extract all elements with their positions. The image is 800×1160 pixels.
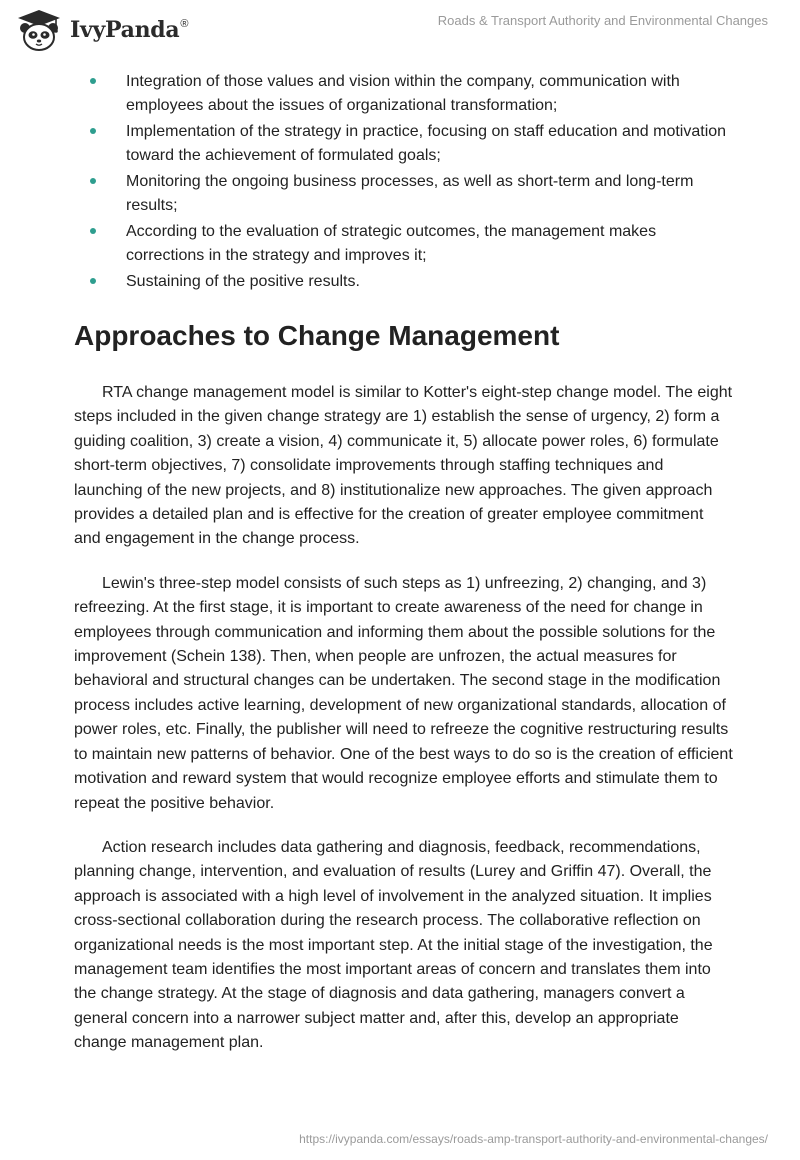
list-item-text: Integration of those values and vision within the company, communication with employees about the issues of organizational transformation; bbox=[126, 73, 680, 114]
list-item bbox=[74, 120, 734, 168]
list-item bbox=[74, 70, 734, 118]
list-item-text: Sustaining of the positive results. bbox=[126, 273, 360, 290]
list-item bbox=[74, 170, 734, 218]
page-header bbox=[0, 0, 800, 60]
bullet-dot-icon bbox=[90, 278, 96, 284]
bullet-dot-icon bbox=[90, 78, 96, 84]
bullet-dot-icon bbox=[90, 228, 96, 234]
list-item-text: Implementation of the strategy in practice, focusing on staff education and motivation toward the achievement of formulated goals; bbox=[126, 123, 727, 164]
paragraph-lewin: Lewin's three-step model consists of such steps as 1) unfreezing, 2) changing, and 3) refreezing. At the first stage, it is important to create awareness of the need for change in employees through communication and informing them about the possible solutions for the improvement (Schein 138). Then, when people are unfrozen, the actual measures for behavioral and structural changes can be undertaken. The second stage in the modification process includes active learning, development of new organizational standards, allocation of power roles, etc. Finally, the publisher will need to refreeze the cognitive restructuring results to maintain new patterns of behavior. One of the best ways to do so is the creation of efficient motivation and reward system that would recognize employee efforts and stimulate them to repeat the positive behavior. bbox=[74, 574, 733, 812]
list-item-text: According to the evaluation of strategic outcomes, the management makes corrections in the strategy and improves it; bbox=[126, 223, 657, 264]
brand-name: IvyPanda® bbox=[70, 17, 189, 43]
panda-graduate-icon bbox=[14, 8, 64, 52]
running-title: Roads & Transport Authority and Environmental Changes bbox=[437, 13, 768, 28]
bullet-list bbox=[74, 70, 734, 294]
source-url-link[interactable]: https://ivypanda.com/essays/roads-amp-transport-authority-and-environmental-changes/ bbox=[299, 1132, 768, 1146]
paragraph-action-research: Action research includes data gathering and diagnosis, feedback, recommendations, planning change, intervention, and evaluation of results (Lurey and Griffin 47). Overall, the approach is associated with a high level of involvement in the analyzed situation. It implies cross-sectional collaboration during the research process. The collaborative reflection on organizational needs is the most important step. At the initial stage of the investigation, the management team identifies the most important areas of concern and translates them into the change strategy. At the stage of diagnosis and data gathering, managers convert a general concern into a narrower subject matter and, after this, develop an appropriate change management plan. bbox=[74, 838, 713, 1052]
ivypanda-logo[interactable] bbox=[14, 8, 188, 52]
trademark-symbol: ® bbox=[180, 18, 189, 30]
list-item-text: Monitoring the ongoing business processes, as well as short-term and long-term results; bbox=[126, 173, 694, 214]
paragraph-kotter: RTA change management model is similar to Kotter's eight-step change model. The eight steps included in the given change strategy are 1) establish the sense of urgency, 2) form a guiding coalition, 3) create a vision, 4) communicate it, 5) allocate power roles, 6) formulate short-term objectives, 7) consolidate improvements through staffing techniques and launching of the new projects, and 8) institutionalize new approaches. The given approach provides a detailed plan and is effective for the creation of greater employee commitment and engagement in the change process. bbox=[74, 384, 733, 548]
list-item bbox=[74, 220, 734, 268]
essay-content bbox=[74, 70, 734, 1076]
bullet-dot-icon bbox=[90, 128, 96, 134]
bullet-dot-icon bbox=[90, 178, 96, 184]
section-heading: Approaches to Change Management bbox=[74, 320, 560, 351]
list-item bbox=[74, 270, 734, 294]
